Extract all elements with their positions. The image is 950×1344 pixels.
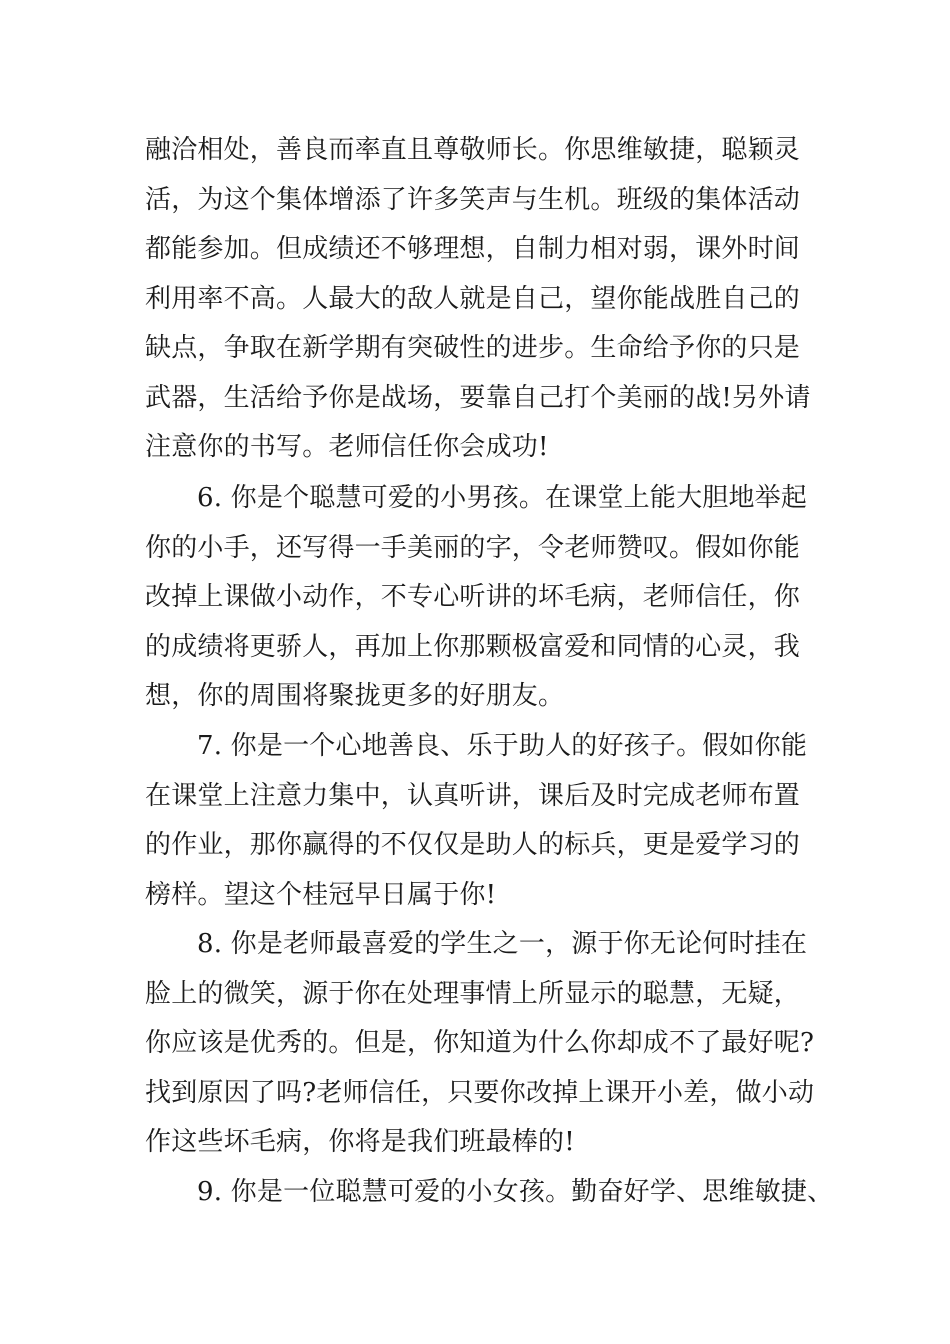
text-line: 武器，生活给予你是战场，要靠自己打个美丽的战!另外请 xyxy=(145,383,811,413)
paragraph-7-first-line: 7. 你是一个心地善良、乐于助人的好孩子。假如你能 xyxy=(197,731,808,761)
text-line: 利用率不高。人最大的敌人就是自己，望你能战胜自己的 xyxy=(145,284,801,314)
text-line: 的成绩将更骄人，再加上你那颗极富爱和同情的心灵，我 xyxy=(145,632,801,662)
text-line: 注意你的书写。老师信任你会成功! xyxy=(145,432,549,462)
text-line: 的作业，那你赢得的不仅仅是助人的标兵，更是爱学习的 xyxy=(145,830,801,860)
text-line: 改掉上课做小动作，不专心听讲的坏毛病，老师信任，你 xyxy=(145,582,801,612)
text-line: 作这些坏毛病，你将是我们班最棒的! xyxy=(145,1127,575,1157)
text-line: 融洽相处，善良而率直且尊敬师长。你思维敏捷，聪颖灵 xyxy=(145,135,801,165)
text-line: 都能参加。但成绩还不够理想，自制力相对弱，课外时间 xyxy=(145,234,801,264)
text-line: 想，你的周围将聚拢更多的好朋友。 xyxy=(145,681,565,711)
text-line: 你的小手，还写得一手美丽的字，令老师赞叹。假如你能 xyxy=(145,533,801,563)
text-line: 你应该是优秀的。但是，你知道为什么你却成不了最好呢? xyxy=(145,1028,815,1058)
text-line: 榜样。望这个桂冠早日属于你! xyxy=(145,880,497,910)
text-line: 找到原因了吗?老师信任，只要你改掉上课开小差，做小动 xyxy=(145,1078,815,1108)
text-line: 脸上的微笑，源于你在处理事情上所显示的聪慧，无疑， xyxy=(145,979,801,1009)
text-line: 活，为这个集体增添了许多笑声与生机。班级的集体活动 xyxy=(145,185,801,215)
text-line: 在课堂上注意力集中，认真听讲，课后及时完成老师布置 xyxy=(145,781,801,811)
text-line: 缺点，争取在新学期有突破性的进步。生命给予你的只是 xyxy=(145,333,801,363)
paragraph-9-first-line: 9. 你是一位聪慧可爱的小女孩。勤奋好学、思维敏捷、 xyxy=(197,1177,834,1207)
paragraph-8-first-line: 8. 你是老师最喜爱的学生之一，源于你无论何时挂在 xyxy=(197,929,808,959)
paragraph-6-first-line: 6. 你是个聪慧可爱的小男孩。在课堂上能大胆地举起 xyxy=(197,483,808,513)
